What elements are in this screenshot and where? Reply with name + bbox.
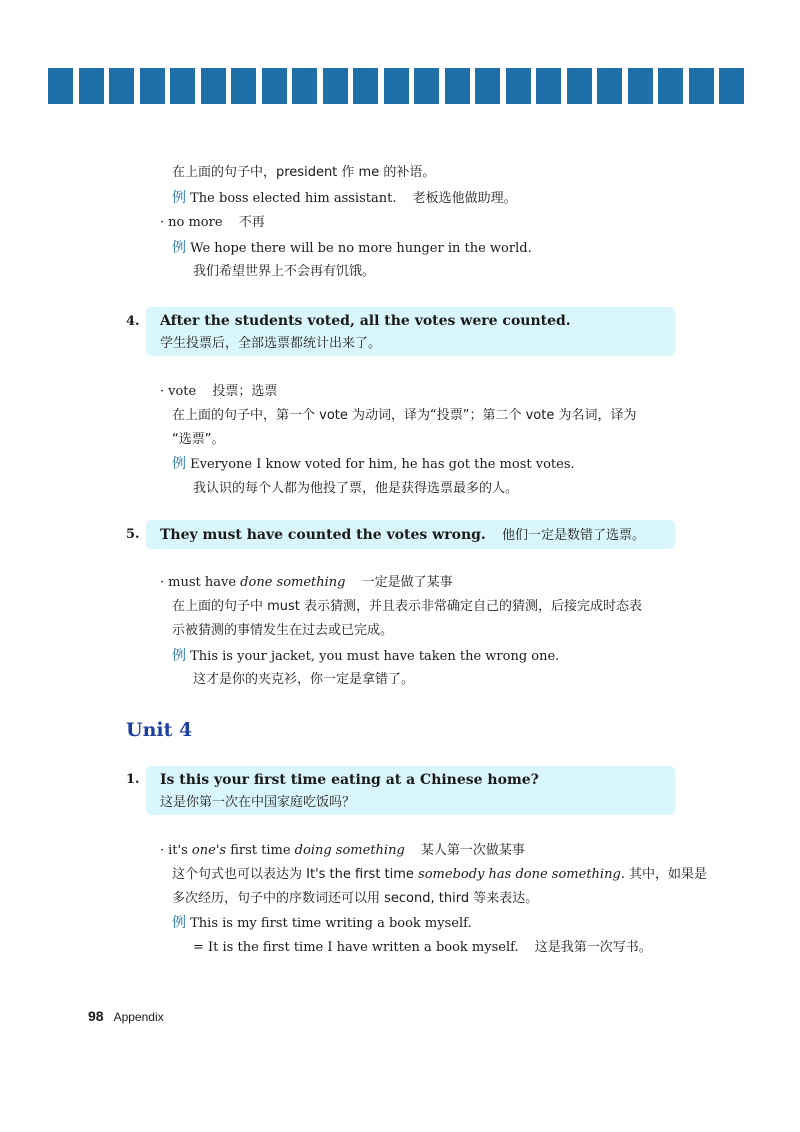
page-footer — [88, 1008, 164, 1025]
example-en: The boss elected him assistant. — [190, 191, 397, 206]
bullet-icon: · — [160, 215, 165, 230]
item-number: 5. — [126, 527, 140, 542]
example-cn: 我们希望世界上不会再有饥饿。 — [193, 264, 376, 279]
explanation-line: 在上面的句子中，第一个 vote 为动词，译为“投票”；第二个 vote 为名词，译为 — [172, 408, 637, 423]
example-line — [172, 189, 517, 208]
explanation-italic: somebody has done something. — [418, 867, 625, 882]
bullet-term: it's — [168, 843, 188, 858]
bullet-line — [160, 574, 453, 592]
bullet-meaning: 一定是做了某事 — [361, 575, 453, 590]
explanation-text: 其中，如果是 — [629, 867, 708, 882]
explanation-line — [172, 866, 707, 884]
bullet-term-italic: doing something — [294, 843, 405, 858]
bullet-meaning: 某人第一次做某事 — [420, 843, 525, 858]
bullet-term: must have — [168, 575, 237, 590]
unit-title: Unit 4 — [126, 719, 193, 741]
explanation-text: 这个句式也可以表达为 It's the first time — [172, 867, 414, 882]
explanation-line: 在上面的句子中 must 表示猜测，并且表示非常确定自己的猜测，后接完成时态表 — [172, 599, 643, 614]
example-line — [172, 647, 559, 666]
explanation-line: 示被猜测的事情发生在过去或已完成。 — [172, 623, 394, 638]
example-en: We hope there will be no more hunger in the world. — [190, 241, 532, 256]
bullet-term: vote — [168, 384, 197, 399]
item-number: 1. — [126, 772, 140, 787]
example-cn: 这是我第一次写书。 — [534, 940, 652, 955]
bullet-meaning: 投票；选票 — [212, 384, 278, 399]
example-cn: 我认识的每个人都为他投了票，他是获得选票最多的人。 — [193, 481, 519, 496]
example-line — [172, 455, 575, 474]
sentence-en: Is this your first time eating at a Chinese home? — [160, 772, 539, 788]
sentence-line — [160, 526, 645, 545]
bullet-term-italic: done something — [240, 575, 346, 590]
bullet-line — [160, 214, 265, 232]
bullet-line — [160, 383, 277, 401]
example-icon: 例 — [172, 456, 186, 472]
example-icon: 例 — [172, 648, 186, 664]
sentence-en: They must have counted the votes wrong. — [160, 527, 486, 543]
example-en: This is your jacket, you must have taken the wrong one. — [190, 649, 560, 664]
example-cn: 这才是你的夹克衫，你一定是拿错了。 — [193, 672, 415, 687]
example-icon: 例 — [172, 190, 186, 206]
example-en: Everyone I know voted for him, he has got the most votes. — [190, 457, 575, 472]
example-cn: 老板选他做助理。 — [412, 191, 517, 206]
example-en: = It is the first time I have written a book myself. — [193, 940, 519, 955]
example-en: This is my first time writing a book myself. — [190, 916, 472, 931]
bullet-term: no more — [168, 215, 223, 230]
explanation-line: 在上面的句子中，president 作 me 的补语。 — [172, 165, 436, 180]
explanation-line: 多次经历，句子中的序数词还可以用 second, third 等来表达。 — [172, 891, 539, 906]
example-line — [193, 939, 652, 957]
example-icon: 例 — [172, 915, 186, 931]
sentence-cn: 这是你第一次在中国家庭吃饭吗？ — [160, 795, 356, 810]
bullet-term: first time — [230, 843, 291, 858]
example-icon: 例 — [172, 240, 186, 256]
bullet-icon: · — [160, 843, 165, 858]
bullet-icon: · — [160, 384, 165, 399]
bullet-line — [160, 842, 525, 860]
bullet-meaning: 不再 — [238, 215, 265, 230]
footer-label: Appendix — [113, 1010, 164, 1024]
top-decorative-bar — [48, 68, 744, 104]
explanation-line: “选票”。 — [172, 432, 225, 447]
bullet-icon: · — [160, 575, 165, 590]
bullet-term-italic: one's — [191, 843, 227, 858]
item-number: 4. — [126, 314, 140, 329]
example-line — [172, 239, 532, 258]
page-number: 98 — [88, 1008, 104, 1024]
sentence-en: After the students voted, all the votes were counted. — [160, 313, 571, 329]
example-line — [172, 914, 472, 933]
sentence-cn: 他们一定是数错了选票。 — [501, 528, 645, 543]
sentence-cn: 学生投票后，全部选票都统计出来了。 — [160, 336, 382, 351]
